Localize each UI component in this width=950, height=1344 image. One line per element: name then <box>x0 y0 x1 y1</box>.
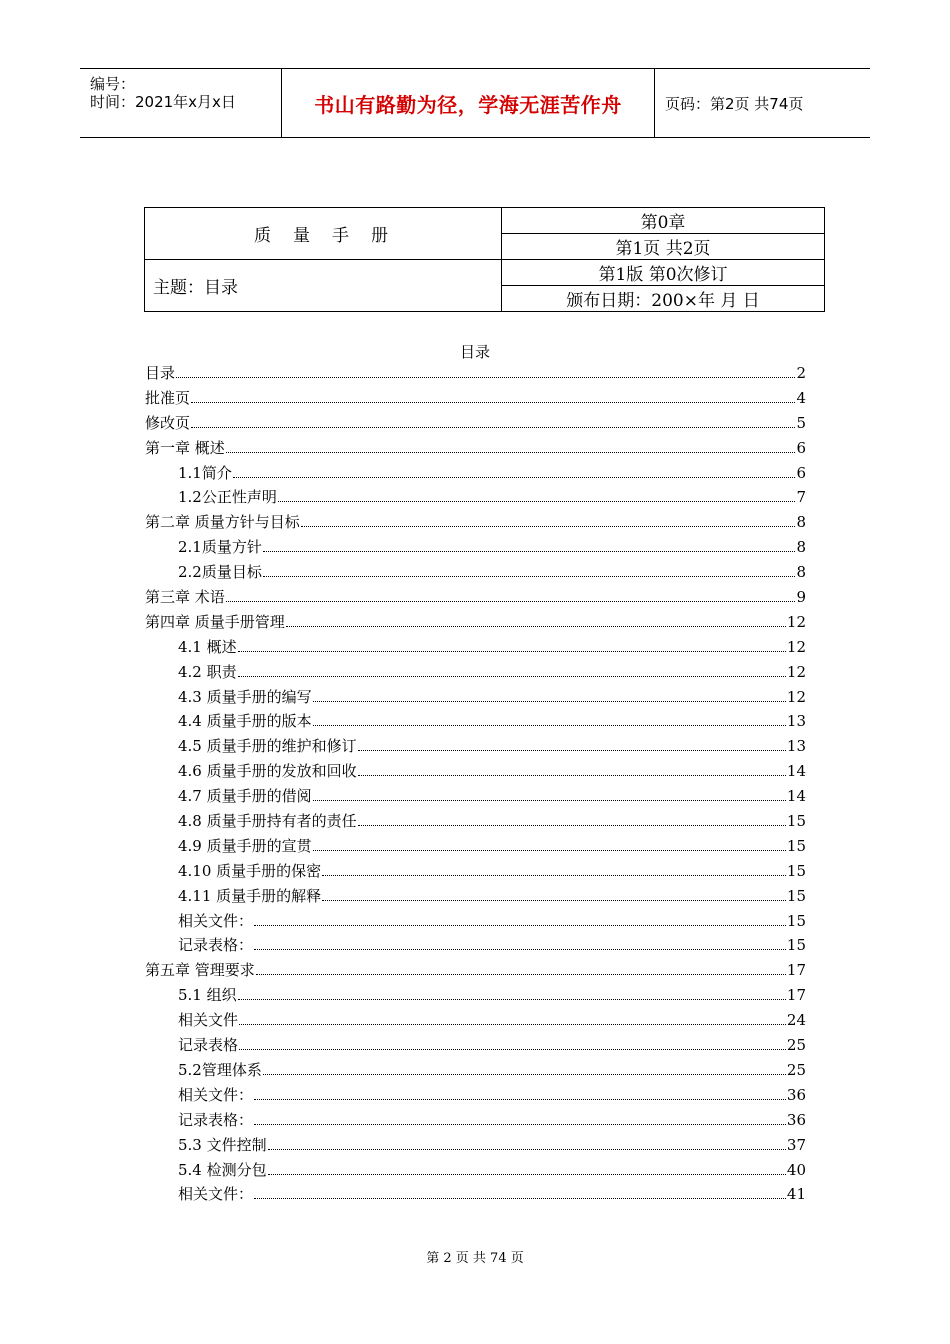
toc-entry-page: 12 <box>786 612 806 631</box>
toc-entry-page: 7 <box>796 488 806 507</box>
toc-entry-title: 2.2质量目标 <box>178 563 262 582</box>
toc-entry-page: 24 <box>786 1011 806 1030</box>
page-header <box>80 68 870 138</box>
toc-leader-dots <box>239 1023 786 1025</box>
toc-entry-page: 9 <box>796 588 806 607</box>
toc-entry-page: 5 <box>796 413 806 432</box>
header-motto-cell <box>281 69 655 137</box>
toc-entry-title: 第五章 管理要求 <box>145 961 255 980</box>
toc-entry-page: 15 <box>786 911 806 930</box>
document-time-label: 时间：2021年x月x日 <box>90 93 236 111</box>
toc-entry-title: 4.5 质量手册的维护和修订 <box>178 737 357 756</box>
toc-leader-dots <box>313 849 786 851</box>
toc-entry-page: 25 <box>786 1060 806 1079</box>
toc-leader-dots <box>358 824 786 826</box>
toc-entry-page: 12 <box>786 662 806 681</box>
toc-entry-page: 6 <box>796 438 806 457</box>
toc-leader-dots <box>301 525 796 527</box>
toc-entry-page: 12 <box>786 687 806 706</box>
toc-leader-dots <box>322 874 786 876</box>
toc-entry-page: 15 <box>786 886 806 905</box>
toc-entry[interactable] <box>145 1084 806 1109</box>
toc-entry-page: 8 <box>796 538 806 557</box>
toc-entry[interactable] <box>145 810 806 835</box>
toc-entry[interactable] <box>145 1059 806 1084</box>
toc-entry-page: 15 <box>786 812 806 831</box>
toc-leader-dots <box>268 1173 786 1175</box>
toc-entry-title: 4.1 概述 <box>178 637 237 656</box>
toc-entry[interactable] <box>145 511 806 536</box>
toc-entry[interactable] <box>145 1009 806 1034</box>
toc-leader-dots <box>263 1073 786 1075</box>
header-motto: 书山有路勤为径，学海无涯苦作舟 <box>314 92 622 117</box>
toc-entry[interactable] <box>145 835 806 860</box>
toc-entry-title: 记录表格 <box>178 1036 239 1055</box>
toc-entry[interactable] <box>145 735 806 760</box>
toc-leader-dots <box>313 799 786 801</box>
toc-entry-title: 4.4 质量手册的版本 <box>178 712 312 731</box>
toc-entry[interactable] <box>145 437 806 462</box>
toc-entry-page: 37 <box>786 1135 806 1154</box>
page-footer: 第 2 页 共 74 页 <box>426 1251 524 1266</box>
manual-info-table <box>144 207 825 312</box>
toc-leader-dots <box>254 1197 786 1199</box>
toc-entry-title: 5.2管理体系 <box>178 1060 262 1079</box>
toc-leader-dots <box>238 998 786 1000</box>
toc-entry[interactable] <box>145 1183 806 1208</box>
header-page-code: 页码：第2页 共74页 <box>665 94 804 113</box>
toc-entry[interactable] <box>145 462 806 487</box>
toc-entry-title: 4.3 质量手册的编写 <box>178 687 312 706</box>
toc-leader-dots <box>313 724 786 726</box>
toc-entry-page: 36 <box>786 1110 806 1129</box>
toc-entry-title: 4.6 质量手册的发放和回收 <box>178 762 357 781</box>
toc-entry-title: 2.1质量方针 <box>178 538 262 557</box>
toc-entry-title: 第四章 质量手册管理 <box>145 612 285 631</box>
header-page-cell <box>655 69 870 137</box>
toc-entry-title: 第一章 概述 <box>145 438 225 457</box>
toc-entry-page: 14 <box>786 762 806 781</box>
toc-leader-dots <box>313 700 786 702</box>
toc-entry-page: 40 <box>786 1160 806 1179</box>
toc-leader-dots <box>254 1098 786 1100</box>
toc-entry-title: 修改页 <box>145 413 191 432</box>
document-number-label: 编号： <box>90 75 136 93</box>
toc-entry-title: 相关文件 <box>178 1011 239 1030</box>
toc-entry[interactable] <box>145 1159 806 1184</box>
toc-title: 目录 <box>459 343 490 361</box>
toc-entry-page: 8 <box>796 513 806 532</box>
page-of-total: 第1页 共2页 <box>502 234 825 260</box>
toc-entry[interactable] <box>145 860 806 885</box>
toc-leader-dots <box>238 650 786 652</box>
toc-entry[interactable] <box>145 387 806 412</box>
toc-entry-title: 记录表格： <box>178 1110 254 1129</box>
toc-entry-page: 8 <box>796 563 806 582</box>
toc-leader-dots <box>191 401 795 403</box>
toc-entry-title: 第二章 质量方针与目标 <box>145 513 300 532</box>
toc-entry-title: 4.7 质量手册的借阅 <box>178 787 312 806</box>
toc-entry-title: 4.9 质量手册的宣贯 <box>178 836 312 855</box>
toc-leader-dots <box>322 899 786 901</box>
toc-leader-dots <box>286 625 786 627</box>
toc-entry[interactable] <box>145 611 806 636</box>
toc-leader-dots <box>358 749 786 751</box>
toc-entry-page: 36 <box>786 1085 806 1104</box>
toc-entry-title: 4.8 质量手册持有者的责任 <box>178 812 357 831</box>
toc-leader-dots <box>254 948 786 950</box>
toc-leader-dots <box>191 426 795 428</box>
toc-entry-page: 15 <box>786 861 806 880</box>
toc-entry-title: 第三章 术语 <box>145 588 225 607</box>
toc-entry-title: 目录 <box>145 364 176 382</box>
header-left-cell <box>80 69 280 137</box>
toc-leader-dots <box>263 550 796 552</box>
toc-entry-title: 相关文件： <box>178 1185 254 1204</box>
toc-entry-title: 4.11 质量手册的解释 <box>178 886 322 905</box>
chapter-number: 第0章 <box>502 208 825 234</box>
toc-entry[interactable] <box>145 536 806 561</box>
toc-entry-title: 相关文件： <box>178 1085 254 1104</box>
toc-entry-title: 批准页 <box>145 388 191 407</box>
toc-leader-dots <box>358 774 786 776</box>
toc-entry[interactable] <box>145 661 806 686</box>
toc-leader-dots <box>278 500 796 502</box>
toc-entry-page: 17 <box>786 986 806 1005</box>
subject-label: 主题：目录 <box>145 260 502 312</box>
toc-entry[interactable] <box>145 984 806 1009</box>
toc-entry-page: 41 <box>786 1185 806 1204</box>
toc-entry-title: 相关文件： <box>178 911 254 930</box>
toc-entry[interactable] <box>145 362 806 387</box>
toc-entry-title: 4.2 职责 <box>178 662 237 681</box>
toc-entry-page: 13 <box>786 737 806 756</box>
toc-entry-title: 5.4 检测分包 <box>178 1160 267 1179</box>
toc-entry[interactable] <box>145 760 806 785</box>
version-revision: 第1版 第0次修订 <box>502 260 825 286</box>
toc-entry[interactable] <box>145 586 806 611</box>
toc-entry[interactable] <box>145 885 806 910</box>
toc-leader-dots <box>239 1048 786 1050</box>
toc-entry-title: 1.1简介 <box>178 463 232 482</box>
table-of-contents <box>145 362 806 1208</box>
toc-entry[interactable] <box>145 1034 806 1059</box>
toc-entry-page: 14 <box>786 787 806 806</box>
toc-leader-dots <box>256 973 786 975</box>
toc-leader-dots <box>263 575 796 577</box>
toc-leader-dots <box>226 451 796 453</box>
toc-entry-title: 5.1 组织 <box>178 986 237 1005</box>
toc-entry-page: 25 <box>786 1036 806 1055</box>
toc-entry-page: 17 <box>786 961 806 980</box>
toc-entry-page: 2 <box>796 364 806 382</box>
toc-leader-dots <box>233 476 796 478</box>
toc-entry[interactable] <box>145 1109 806 1134</box>
toc-entry[interactable] <box>145 561 806 586</box>
manual-title: 质量手册 <box>145 208 502 260</box>
toc-entry[interactable] <box>145 1134 806 1159</box>
toc-leader-dots <box>176 376 795 378</box>
toc-leader-dots <box>226 600 796 602</box>
toc-entry-page: 6 <box>796 463 806 482</box>
toc-entry[interactable] <box>145 486 806 511</box>
release-date: 颁布日期：200×年 月 日 <box>502 286 825 312</box>
toc-entry-title: 记录表格： <box>178 936 254 955</box>
toc-leader-dots <box>268 1148 786 1150</box>
toc-entry[interactable] <box>145 785 806 810</box>
toc-leader-dots <box>238 675 786 677</box>
toc-entry[interactable] <box>145 412 806 437</box>
toc-entry[interactable] <box>145 686 806 711</box>
toc-entry[interactable] <box>145 636 806 661</box>
toc-entry[interactable] <box>145 710 806 735</box>
toc-entry[interactable] <box>145 934 806 959</box>
toc-entry[interactable] <box>145 910 806 935</box>
toc-entry[interactable] <box>145 959 806 984</box>
toc-entry-page: 15 <box>786 836 806 855</box>
toc-entry-title: 5.3 文件控制 <box>178 1135 267 1154</box>
toc-entry-title: 4.10 质量手册的保密 <box>178 861 322 880</box>
toc-entry-page: 4 <box>796 388 806 407</box>
toc-entry-page: 15 <box>786 936 806 955</box>
toc-entry-page: 13 <box>786 712 806 731</box>
toc-entry-page: 12 <box>786 637 806 656</box>
toc-leader-dots <box>254 1123 786 1125</box>
toc-entry-title: 1.2公正性声明 <box>178 488 277 507</box>
toc-leader-dots <box>254 924 786 926</box>
